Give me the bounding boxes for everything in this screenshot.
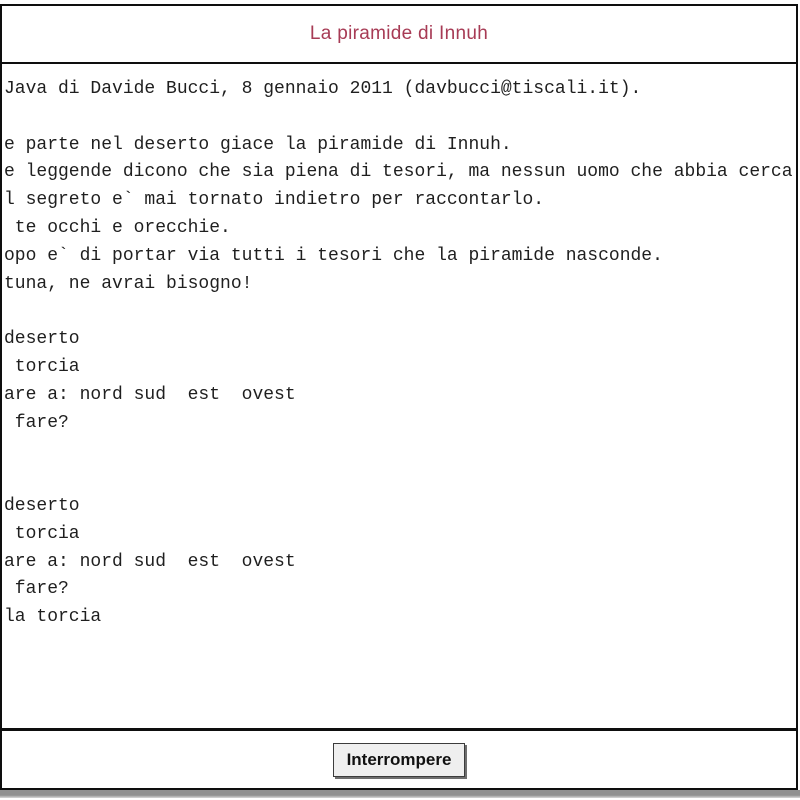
console-line: deserto — [4, 495, 80, 516]
console-line: la torcia — [4, 607, 102, 628]
console-line: Java di Davide Bucci, 8 gennaio 2011 (davbucci@tiscali.it). — [4, 79, 642, 99]
console-line: e leggende dicono che sia piena di tesori, ma nessun uomo che abbia cerca — [4, 162, 793, 183]
game-output[interactable] — [2, 64, 796, 731]
title-bar — [2, 6, 796, 64]
console-line: fare? — [4, 579, 69, 600]
console-line: e parte nel deserto giace la piramide di Innuh. — [4, 134, 512, 155]
console-line: are a: nord sud est ovest — [4, 551, 296, 572]
console-line: deserto — [4, 329, 80, 350]
console-line: torcia — [4, 523, 80, 544]
button-bar — [2, 731, 796, 788]
console-line: opo e` di portar via tutti i tesori che la piramide nasconde. — [4, 245, 663, 266]
console-line: torcia — [4, 356, 80, 377]
window-shadow — [0, 790, 800, 798]
console-line: fare? — [4, 412, 69, 433]
console-line: l segreto e` mai tornato indietro per raccontarlo. — [4, 190, 545, 211]
console-line — [4, 437, 796, 465]
console-line: te occhi e orecchie. — [4, 217, 231, 238]
interrupt-button[interactable]: Interrompere — [333, 743, 466, 777]
console-line: are a: nord sud est ovest — [4, 384, 296, 405]
console-line: tuna, ne avrai bisogno! — [4, 273, 253, 294]
window-frame — [0, 4, 798, 790]
console-line — [4, 104, 796, 132]
console-line — [4, 465, 796, 493]
console-line — [4, 298, 796, 326]
page-title: La piramide di Innuh — [309, 23, 489, 44]
